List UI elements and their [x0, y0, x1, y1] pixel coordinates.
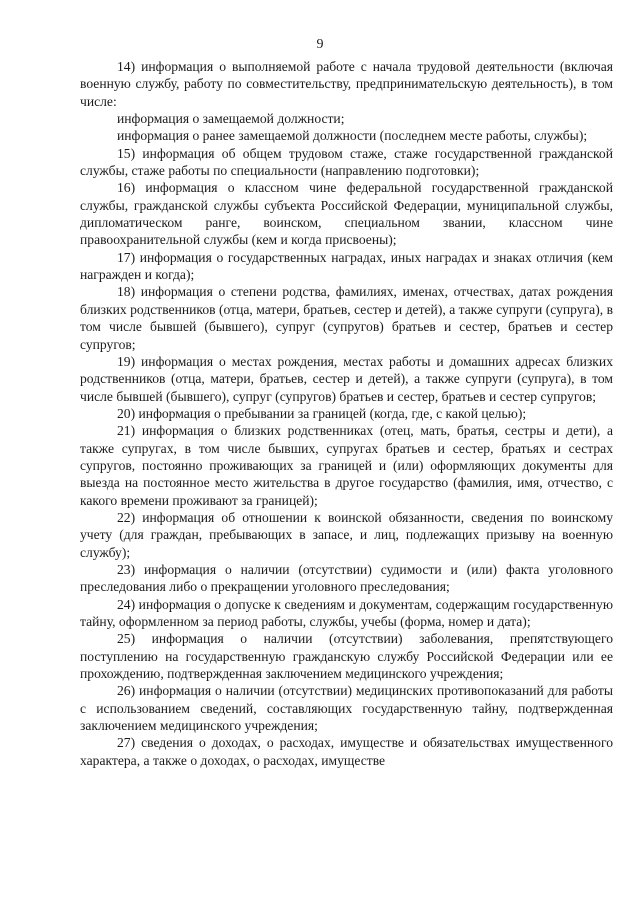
paragraph-item-25: 25) информация о наличии (отсутствии) заболевания, препятствующего поступлению на государственную гражданскую службу Российской Федерации или ее прохождению, подтвержденная заключением медицинского учреждения; [80, 631, 613, 682]
document-body [80, 58, 613, 769]
paragraph-item-22: 22) информация об отношении к воинской обязанности, сведения по воинскому учету (для граждан, пребывающих в запасе, и лиц, подлежащих призыву на военную службу); [80, 509, 613, 560]
paragraph-item-17: 17) информация о государственных наградах, иных наградах и знаках отличия (кем награжден и когда); [80, 249, 613, 283]
paragraph-item-18: 18) информация о степени родства, фамилиях, именах, отчествах, датах рождения близких родственников (отца, матери, братьев, сестер и детей), а также супруги (супруга), в том числе бывшей (бывшего), супруг (супругов) братьев и сестер, братьев и сестер супругов; [80, 284, 613, 352]
paragraph-item-15: 15) информация об общем трудовом стаже, стаже государственной гражданской службы, стаже работы по специальности (направлению подготовки); [80, 145, 613, 179]
paragraph-item-24: 24) информация о допуске к сведениям и документам, содержащим государственную тайну, оформленном за период работы, службы, учебы (форма, номер и дата); [80, 596, 613, 629]
paragraph-item-16: 16) информация о классном чине федеральной государственной гражданской службы, гражданской службы субъекта Российской Федерации, муниципальной службы, дипломатическом ранге, воинском, специальном звании, классном чине правоохранительной службы (кем и когда присвоены); [80, 180, 613, 248]
paragraph-item-20: 20) информация о пребывании за границей (когда, где, с какой целью); [117, 405, 527, 421]
page-number: 9 [316, 37, 324, 52]
paragraph-item-19: 19) информация о местах рождения, местах работы и домашних адресах близких родственников (отца, матери, братьев, сестер и детей), а также супруги (супруга), в том числе бывшей (бывшего), супруг (супругов) братьев и сестер, братьев и сестер супругов; [80, 353, 613, 404]
paragraph-item-23: 23) информация о наличии (отсутствии) судимости и (или) факта уголовного преследования либо о прекращении уголовного преследования; [80, 561, 613, 595]
paragraph-item-21: 21) информация о близких родственниках (отец, мать, братья, сестры и дети), а также супругах, в том числе бывших, супругах братьев и сестер, братьях и сестрах супругов, постоянно проживающих за границей и (или) оформляющих документы для выезда на постоянное место жительства в другое государство (фамилия, имя, отчество, с какого времени проживают за границей); [80, 423, 613, 508]
paragraph-item-27: 27) сведения о доходах, о расходах, имуществе и обязательствах имущественного характера, а также о доходах, о расходах, имуществе [80, 735, 613, 768]
paragraph-current-position: информация о замещаемой должности; [117, 111, 345, 127]
paragraph-item-26: 26) информация о наличии (отсутствии) медицинских противопоказаний для работы с использованием сведений, составляющих государственную тайну, подтвержденная заключением медицинского учреждения; [80, 683, 613, 734]
paragraph-item-14: 14) информация о выполняемой работе с начала трудовой деятельности (включая военную службу, работу по совместительству, предпринимательскую деятельность), в том числе: [80, 59, 613, 109]
paragraph-previous-position: информация о ранее замещаемой должности (последнем месте работы, службы); [117, 128, 588, 144]
